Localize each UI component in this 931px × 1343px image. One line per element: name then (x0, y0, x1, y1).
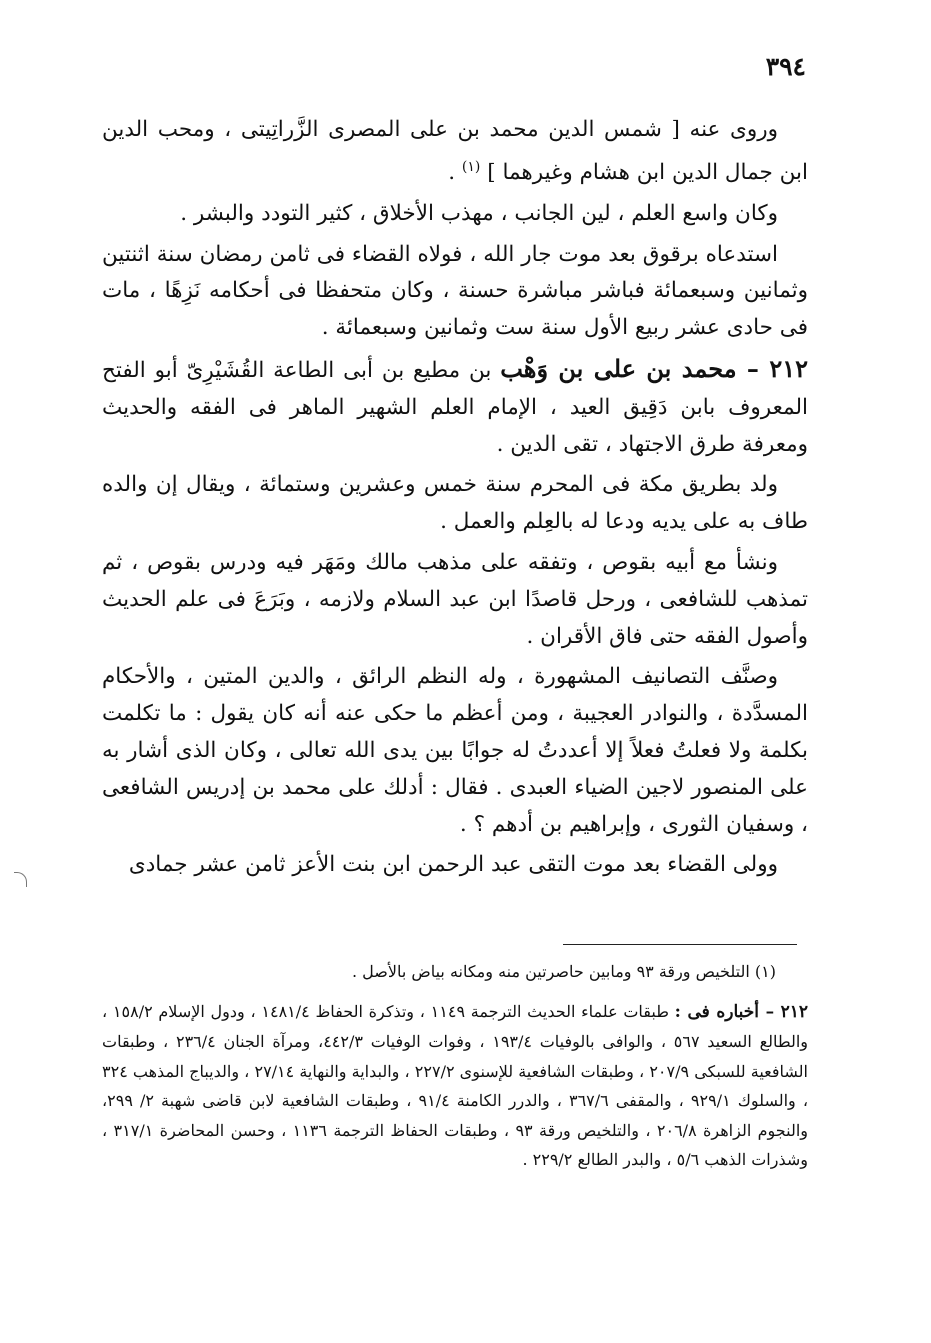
page-number: ٣٩٤ (765, 52, 806, 81)
sources-text: طبقات علماء الحديث الترجمة ١١٤٩ ، وتذكرة الحفاظ ١٤٨١/٤ ، ودول الإسلام ١٥٨/٢ ، والطالع السعيد ٥٦٧ ، والوافى بالوفيات ١٩٣/٤ ، وفوات الوفيات ٤٤٢/٣، ومرآة الجنان ٢٣٦/٤ ، وطبقات الشافعية للسبكى ٢٠٧/٩ ، وطبقات الشافعية للإسنوى ٢٢٧/٢ ، والبداية والنهاية ٢٧/١٤ ، والديباج المذهب ٣٢٤ ، والسلوك ٩٢٩/١ ، والمقفى ٣٦٧/٦ ، والدرر الكامنة ٩١/٤ ، وطبقات الشافعية لابن قاضى شهبة ٢/ ٢٩٩، والنجوم الزاهرة ٢٠٦/٨ ، والتلخيص ورقة ٩٣ ، وطبقات الحفاظ الترجمة ١١٣٦ ، وحسن المحاضرة ٣١٧/١ ، وشذرات الذهب ٥/٦ ، والبدر الطالع ٢٢٩/٢ . (102, 1001, 809, 1169)
sources-heading: ٢١٢ – أخباره فى : (674, 1001, 809, 1022)
footnote-marker: (١) (461, 158, 481, 175)
paragraph-appointment: استدعاه برقوق بعد موت جار الله ، فولاه القضاء فى ثامن رمضان سنة اثنتين وثمانين وسبعمائة فباشر مباشرة حسنة ، وكان متحفظا فى أحكامه نَزِهًا ، مات فى حادى عشر ربيع الأول سنة ست وثمانين وسبعمائة . (102, 241, 808, 341)
main-text (102, 112, 808, 884)
footnote-divider (563, 944, 797, 945)
footnote-1: (١) التلخيص ورقة ٩٣ ومابين حاصرتين منه ومكانه بياض بالأصل . (351, 962, 776, 981)
paragraph-birth: ولد بطريق مكة فى المحرم سنة خمس وعشرين وستمائة ، ويقال إن والده طاف به على يديه ودعا له بالعِلم والعمل . (102, 472, 808, 535)
paragraph-judgeship: وولى القضاء بعد موت التقى عبد الرحمن ابن بنت الأعز ثامن عشر جمادى (128, 852, 778, 878)
paragraph-works: وصنَّف التصانيف المشهورة ، وله النظم الرائق ، والدين المتين ، والأحكام المسدَّدة ، والنوادر العجيبة ، ومن أعظم ما حكى عنه أنه كان يقول : ما تكلمت بكلمة ولا فعلتُ فعلاً إلا أعددتُ له جوابًا بين يدى الله تعالى ، وكان الذى أشار به على المنصور لاجين الضياء العبدى . فقال : أدلك على محمد بن إدريس الشافعى ، وسفيان الثورى ، وإبراهيم بن أدهم ؟ . (102, 664, 808, 837)
margin-mark (14, 872, 27, 887)
entry-heading: ٢١٢ – محمد بن على بن وَهْب (500, 353, 808, 383)
entry-text: بن مطيع بن أبى الطاعة القُشَيْرِىّ أبو الفتح المعروف بابن دَقِيق العيد ، الإمام العلم الشهير الماهر فى الفقه والحديث ومعرفة طرق الاجتهاد ، تقى الدين . (102, 357, 808, 457)
footnote-sources (102, 997, 808, 1175)
biography-entry (102, 351, 808, 463)
paragraph-narrators (102, 112, 808, 192)
paragraph-character: وكان واسع العلم ، لين الجانب ، مهذب الأخلاق ، كثير التودد والبشر . (180, 200, 778, 226)
paragraph-narrators-text: وروى عنه [ شمس الدين محمد بن على المصرى الزَّراتِيتى ، ومحب الدين ابن جمال الدين ابن هشام وغيرهما ] (102, 117, 808, 185)
footnotes (102, 957, 808, 1175)
paragraph-upbringing: ونشأ مع أبيه بقوص ، وتفقه على مذهب مالك ومَهَر فيه ودرس بقوص ، ثم تمذهب للشافعى ، ورحل قاصدًا ابن عبد السلام ولازمه ، وبَرَعَ فى علم الحديث وأصول الفقه حتى فاق الأقران . (102, 549, 808, 649)
paragraph-narrators-end: . (448, 159, 462, 185)
